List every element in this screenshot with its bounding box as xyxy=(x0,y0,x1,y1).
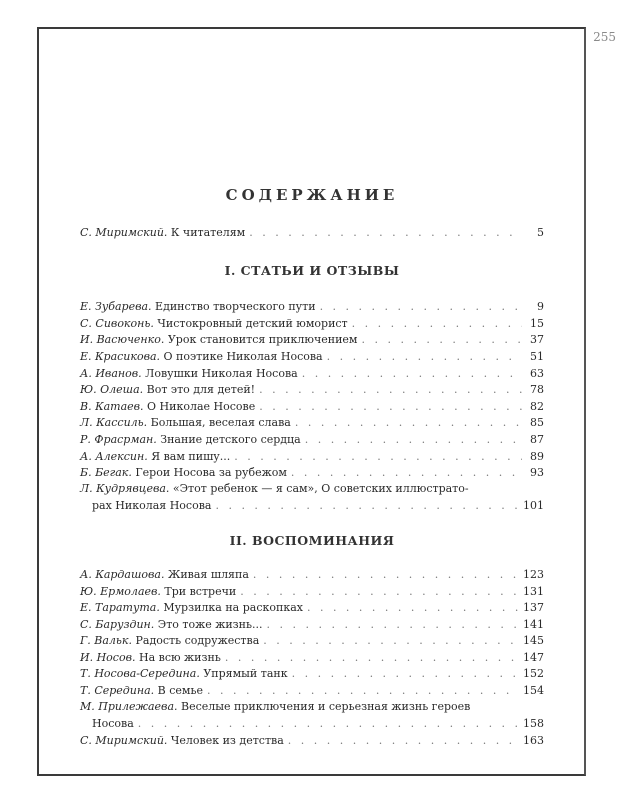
toc-entry xyxy=(80,365,544,382)
toc-sections xyxy=(80,263,544,749)
leader-dots xyxy=(361,332,522,348)
toc-page: 158 xyxy=(523,717,544,731)
toc-page: 82 xyxy=(530,399,544,413)
toc-entry xyxy=(80,732,544,749)
toc-page: 89 xyxy=(530,449,544,463)
toc-title: Мурзилка на раскопках xyxy=(163,601,303,615)
toc-page: 101 xyxy=(523,499,544,513)
toc-page: 93 xyxy=(530,466,544,480)
leader-dots xyxy=(267,617,520,633)
leader-dots xyxy=(225,650,519,666)
toc-author: Е. Красикова. xyxy=(80,349,164,363)
toc-page: 163 xyxy=(523,733,544,747)
toc-entry xyxy=(80,332,544,349)
toc-entry xyxy=(80,315,544,332)
toc-page: 137 xyxy=(523,601,544,615)
toc-title: Живая шляпа xyxy=(167,567,249,581)
toc-title: Чистокровный детский юморист xyxy=(157,316,348,330)
toc-title: Веселые приключения и серьезная жизнь героев xyxy=(181,700,471,714)
toc-page: 78 xyxy=(530,383,544,397)
leader-dots xyxy=(207,683,519,699)
toc-title: На всю жизнь xyxy=(138,650,221,664)
leader-dots xyxy=(249,225,522,241)
table-of-contents xyxy=(80,186,544,749)
page-title: СОДЕРЖАНИЕ xyxy=(225,186,399,204)
toc-title: Большая, веселая слава xyxy=(150,416,291,430)
toc-page: 145 xyxy=(523,634,544,648)
toc-title: В семье xyxy=(157,684,203,698)
toc-author: М. Прилежаева. xyxy=(80,700,182,714)
leader-dots xyxy=(305,432,522,448)
toc-title: Человек из детства xyxy=(170,733,284,747)
toc-entry xyxy=(80,682,544,699)
toc-page: 141 xyxy=(523,617,544,631)
toc-entry xyxy=(80,299,544,316)
toc-page: 5 xyxy=(537,225,544,239)
toc-author: В. Катаев. xyxy=(80,399,148,413)
toc-page: 15 xyxy=(530,316,544,330)
toc-title: К читателям xyxy=(170,225,246,239)
toc-entry xyxy=(80,382,544,399)
toc-author: Г. Вальк. xyxy=(80,634,136,648)
toc-page: 51 xyxy=(530,349,544,363)
toc-author: С. Баруздин. xyxy=(80,617,158,631)
toc-entry xyxy=(80,481,544,514)
toc-title-continued: рах Николая Носова xyxy=(92,499,212,513)
toc-title: Урок становится приключением xyxy=(167,333,358,347)
toc-author: Т. Носова-Середина. xyxy=(80,667,204,681)
toc-page: 9 xyxy=(537,300,544,314)
toc-title: Вот это для детей! xyxy=(146,383,256,397)
toc-title: Упрямый танк xyxy=(203,667,288,681)
toc-entry xyxy=(80,566,544,583)
toc-page: 123 xyxy=(523,567,544,581)
toc-entry xyxy=(80,616,544,633)
toc-author: С. Миримский. xyxy=(80,225,168,239)
leader-dots xyxy=(327,349,522,365)
toc-author: Е. Таратута. xyxy=(80,601,164,615)
leader-dots xyxy=(302,366,522,382)
toc-author: Е. Зубарева. xyxy=(80,300,156,314)
toc-author: Л. Кудрявцева. xyxy=(80,482,173,496)
toc-author: Р. Фрасрман. xyxy=(80,432,161,446)
toc-title: Я вам пишу... xyxy=(151,449,231,463)
toc-title: Герои Носова за рубежом xyxy=(135,466,287,480)
toc-title: «Этот ребенок — я сам», О советских иллюстрато- xyxy=(172,482,469,496)
toc-author: И. Васюченко. xyxy=(80,333,168,347)
toc-entry xyxy=(80,600,544,617)
toc-page: 152 xyxy=(523,667,544,681)
toc-entry xyxy=(80,666,544,683)
toc-author: Т. Середина. xyxy=(80,684,158,698)
toc-author: Ю. Олеша. xyxy=(80,383,147,397)
toc-title: Радость содружества xyxy=(135,634,260,648)
section-heading: I. СТАТЬИ И ОТЗЫВЫ xyxy=(224,262,400,278)
toc-author: И. Носов. xyxy=(80,650,139,664)
toc-page: 131 xyxy=(523,584,544,598)
toc-author: А. Алексин. xyxy=(80,449,152,463)
toc-entry xyxy=(80,699,544,732)
leader-dots xyxy=(307,600,519,616)
toc-author: Ю. Ермолаев. xyxy=(80,584,165,598)
toc-title: Три встречи xyxy=(164,584,237,598)
toc-title-continued: Носова xyxy=(92,717,134,731)
toc-entry xyxy=(80,448,544,465)
toc-page: 87 xyxy=(530,432,544,446)
toc-author: С. Миримский. xyxy=(80,733,171,747)
leader-dots xyxy=(295,415,522,431)
leader-dots xyxy=(215,498,519,514)
leader-dots xyxy=(253,567,519,583)
toc-author: С. Сивоконь. xyxy=(80,316,158,330)
leader-dots xyxy=(240,584,519,600)
toc-entry xyxy=(80,415,544,432)
leader-dots xyxy=(263,633,519,649)
toc-author: Л. Кассиль. xyxy=(80,416,151,430)
toc-page: 85 xyxy=(530,416,544,430)
toc-title: Единство творческого пути xyxy=(155,300,316,314)
toc-entry xyxy=(80,633,544,650)
toc-entry xyxy=(80,465,544,482)
leader-dots xyxy=(138,716,519,732)
leader-dots xyxy=(320,299,522,315)
leader-dots xyxy=(352,316,522,332)
leader-dots xyxy=(288,733,519,749)
toc-page: 147 xyxy=(523,650,544,664)
leader-dots xyxy=(259,399,522,415)
toc-entry xyxy=(80,583,544,600)
toc-entry-intro xyxy=(80,224,544,241)
toc-page: 37 xyxy=(530,333,544,347)
leader-dots xyxy=(291,465,522,481)
toc-author: Б. Бегак. xyxy=(80,466,136,480)
toc-title: О Николае Носове xyxy=(147,399,256,413)
toc-title: Это тоже жизнь... xyxy=(157,617,263,631)
toc-entry xyxy=(80,649,544,666)
leader-dots xyxy=(259,382,522,398)
toc-title: О поэтике Николая Носова xyxy=(163,349,323,363)
page-number: 255 xyxy=(593,30,616,44)
leader-dots xyxy=(292,666,519,682)
toc-author: А. Иванов. xyxy=(80,366,146,380)
toc-entry xyxy=(80,348,544,365)
toc-page: 154 xyxy=(523,684,544,698)
leader-dots xyxy=(234,449,522,465)
toc-entry xyxy=(80,431,544,448)
section-heading: II. ВОСПОМИНАНИЯ xyxy=(229,533,395,549)
toc-page: 63 xyxy=(530,366,544,380)
toc-author: А. Кардашова. xyxy=(80,567,168,581)
toc-entry xyxy=(80,398,544,415)
toc-title: Знание детского сердца xyxy=(160,432,301,446)
toc-title: Ловушки Николая Носова xyxy=(145,366,298,380)
